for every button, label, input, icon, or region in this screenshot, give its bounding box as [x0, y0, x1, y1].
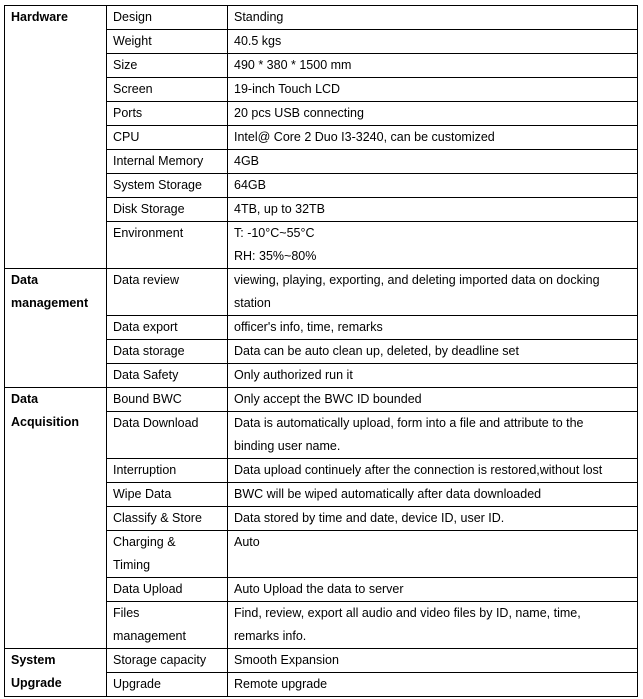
value-cell [228, 198, 638, 222]
label-cell [107, 412, 228, 459]
text-line: Internal Memory [113, 154, 204, 168]
text-line: System [11, 653, 56, 667]
label-cell [107, 269, 228, 316]
value-cell [228, 459, 638, 483]
text-line: RH: 35%~80% [234, 249, 317, 263]
text-line: Data Download [113, 416, 199, 430]
label-cell [107, 602, 228, 649]
text-line: Data stored by time and date, device ID, user ID. [234, 511, 505, 525]
value-cell [228, 222, 638, 269]
text-line: Data upload continuely after the connection is restored,without lost [234, 463, 603, 477]
text-line: 4GB [234, 154, 260, 168]
text-line: Intel@ Core 2 Duo I3-3240, can be customized [234, 130, 495, 144]
text-line: CPU [113, 130, 140, 144]
text-line: Bound BWC [113, 392, 182, 406]
text-line: Classify & Store [113, 511, 202, 525]
value-cell [228, 6, 638, 30]
text-line: remarks info. [234, 629, 307, 643]
text-line: 19-inch Touch LCD [234, 82, 341, 96]
table-row [5, 269, 638, 316]
text-line: Data [11, 273, 39, 287]
spec-table [4, 5, 638, 697]
text-line: 40.5 kgs [234, 34, 282, 48]
value-cell [228, 388, 638, 412]
value-cell [228, 602, 638, 649]
text-line: Only accept the BWC ID bounded [234, 392, 422, 406]
value-cell [228, 316, 638, 340]
text-line: 4TB, up to 32TB [234, 202, 326, 216]
text-line: management [11, 296, 89, 310]
text-line: Auto Upload the data to server [234, 582, 404, 596]
value-cell [228, 649, 638, 673]
label-cell [107, 6, 228, 30]
table-row [5, 649, 638, 673]
label-cell [107, 174, 228, 198]
text-line: Acquisition [11, 415, 80, 429]
text-line: viewing, playing, exporting, and deleting imported data on docking [234, 273, 600, 287]
text-line: BWC will be wiped automatically after data downloaded [234, 487, 542, 501]
text-line: Remote upgrade [234, 677, 328, 691]
text-line: Interruption [113, 463, 177, 477]
text-line: officer's info, time, remarks [234, 320, 383, 334]
text-line: Data [11, 392, 39, 406]
text-line: Data export [113, 320, 178, 334]
text-line: 64GB [234, 178, 266, 192]
label-cell [107, 78, 228, 102]
text-line: Upgrade [113, 677, 161, 691]
text-line: Files [113, 606, 140, 620]
text-line: Auto [234, 535, 260, 549]
value-cell [228, 126, 638, 150]
text-line: binding user name. [234, 439, 341, 453]
text-line: Find, review, export all audio and video files by ID, name, time, [234, 606, 581, 620]
category-cell [5, 6, 107, 269]
text-line: station [234, 296, 271, 310]
label-cell [107, 673, 228, 697]
text-line: Data storage [113, 344, 185, 358]
table-row [5, 388, 638, 412]
text-line: Only authorized run it [234, 368, 353, 382]
label-cell [107, 388, 228, 412]
text-line: Ports [113, 106, 143, 120]
value-cell [228, 578, 638, 602]
label-cell [107, 54, 228, 78]
text-line: Data review [113, 273, 179, 287]
label-cell [107, 649, 228, 673]
value-cell [228, 507, 638, 531]
value-cell [228, 30, 638, 54]
text-line: 20 pcs USB connecting [234, 106, 364, 120]
text-line: Weight [113, 34, 152, 48]
text-line: Upgrade [11, 676, 62, 690]
text-line: Data is automatically upload, form into a file and attribute to the [234, 416, 584, 430]
value-cell [228, 483, 638, 507]
label-cell [107, 316, 228, 340]
text-line: 490 * 380 * 1500 mm [234, 58, 352, 72]
text-line: Data Safety [113, 368, 179, 382]
text-line: Standing [234, 10, 284, 24]
value-cell [228, 364, 638, 388]
value-cell [228, 412, 638, 459]
text-line: Size [113, 58, 138, 72]
text-line: Data can be auto clean up, deleted, by deadline set [234, 344, 519, 358]
text-line: Design [113, 10, 152, 24]
label-cell [107, 198, 228, 222]
text-line: Disk Storage [113, 202, 185, 216]
label-cell [107, 483, 228, 507]
text-line: Wipe Data [113, 487, 172, 501]
label-cell [107, 150, 228, 174]
label-cell [107, 126, 228, 150]
text-line: management [113, 629, 186, 643]
value-cell [228, 269, 638, 316]
label-cell [107, 578, 228, 602]
text-line: Data Upload [113, 582, 183, 596]
value-cell [228, 78, 638, 102]
value-cell [228, 174, 638, 198]
label-cell [107, 459, 228, 483]
spec-table-body [5, 6, 638, 697]
text-line: Smooth Expansion [234, 653, 339, 667]
category-cell [5, 388, 107, 649]
table-row [5, 6, 638, 30]
text-line: Screen [113, 82, 153, 96]
value-cell [228, 531, 638, 578]
value-cell [228, 340, 638, 364]
value-cell [228, 150, 638, 174]
value-cell [228, 102, 638, 126]
category-cell [5, 269, 107, 388]
text-line: Timing [113, 558, 151, 572]
text-line: Environment [113, 226, 184, 240]
value-cell [228, 54, 638, 78]
category-cell [5, 649, 107, 697]
text-line: Hardware [11, 10, 68, 24]
text-line: Storage capacity [113, 653, 207, 667]
label-cell [107, 364, 228, 388]
text-line: System Storage [113, 178, 202, 192]
text-line: Charging & [113, 535, 176, 549]
text-line: T: -10°C~55°C [234, 226, 315, 240]
value-cell [228, 673, 638, 697]
label-cell [107, 222, 228, 269]
label-cell [107, 340, 228, 364]
label-cell [107, 531, 228, 578]
label-cell [107, 102, 228, 126]
label-cell [107, 507, 228, 531]
label-cell [107, 30, 228, 54]
